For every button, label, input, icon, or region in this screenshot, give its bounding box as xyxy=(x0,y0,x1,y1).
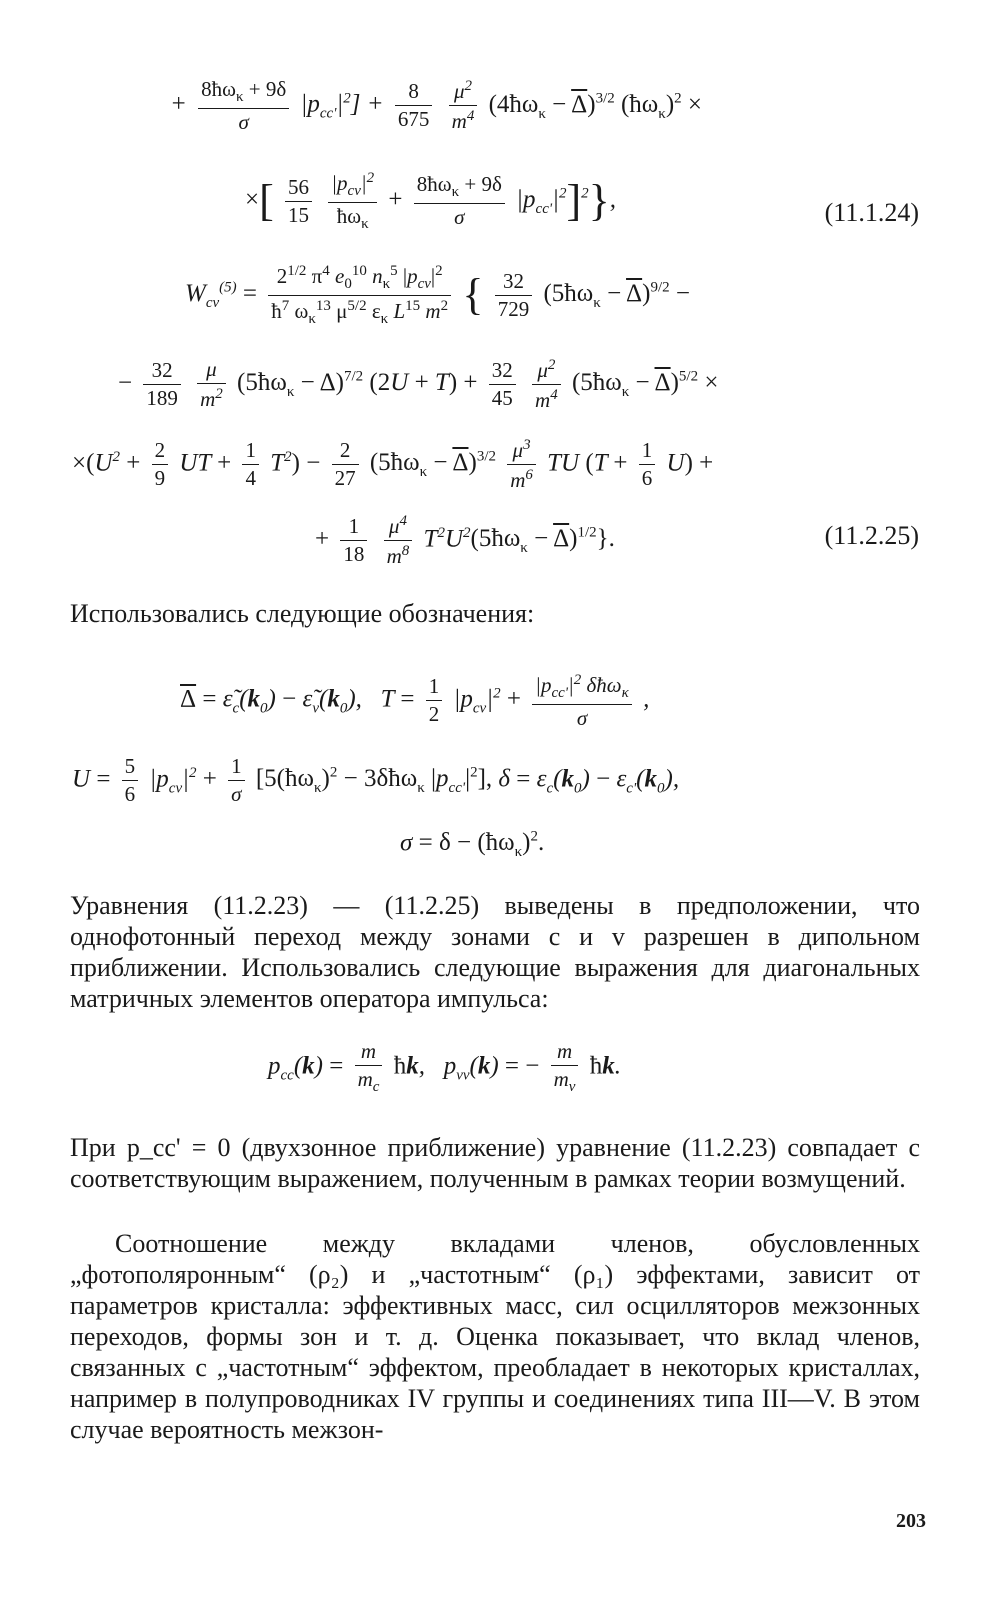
paragraph-contributions: Соотношение между вкладами членов, обусловленных „фотополяронным“ (ρ₂) и „частотным“ (ρ₁) эффектами, зависит от параметров кристалла: эффективных масс, сил осцилляторов межзонных переходов, формы зон и т. д. Оценка показывает, что вклад членов, связанных с „частотным“ эффектом, преобладает в некоторых кристаллах, например в полупроводниках IV группы и соединениях типа III—V. В этом случае вероятность межзон- xyxy=(70,1229,920,1444)
equation-number-11-1-24: (11.1.24) xyxy=(824,198,919,227)
formula-line-2: ×[ $\frac{56}{15}$ $\frac{|p_{cv}|^2}{ħ\omega_\kappa}$ + $\frac{8ħ\omega_\kappa + 9\delta}{\sigma}$ $|p_{cc'}|^2]^2$}, xyxy=(245,170,616,232)
formula-line-5: $\times(U^2$ + $\frac{2}{9}$ UT + $\frac{1}{4}$ $T^2$) − $\frac{2}{27}$ $(5ħ\omega_\kappa - \overline{\Delta})^{3/2}$ $\frac{\mu^3}{m^6}$ TU (T + $\frac{1}{6}$ U) + xyxy=(72,437,714,493)
formula-line-1: + $\frac{8ħ\omega_\kappa + 9\delta}{\sigma}$ $|p_{cc'}|^2$] + $\frac{8}{675}$ $\frac{\mu^2}{m^4}$ $(4ħ\omega_\kappa - \overline{\Delta})^{3/2}$ $(ħ\omega_\kappa)^2$ × xyxy=(170,77,703,134)
equation-number-11-2-25: (11.2.25) xyxy=(824,521,919,550)
definition-U-delta: U = $\frac{5}{6}$ $|p_{cv}|^2$ + $\frac{1}{\sigma}$ [$5(ħ\omega_\kappa)^2$ − 3δħω$_\kappa$ $|p_{cc'}|^2$], $\delta = \varepsilon_c(k_0) - \varepsilon_{c'}(k_0)$, xyxy=(72,754,680,807)
definition-delta-T: $\overline{\Delta}$ = $\varepsiloñ_c(k_0)$ − $\varepsiloñ_v(k_0)$, T = $\frac{1}{2}$ $|p_{cv}|^2$ + $\frac{|p_{cc'}|^2 \delta ħ\omega_\kappa}{\sigma}$ , xyxy=(180,672,650,730)
formula-line-6: + $\frac{1}{18}$ $\frac{\mu^4}{m^8}$ $T^2U^2(5ħ\omega_\kappa - \overline{\Delta})^{1/2}$}. xyxy=(315,513,615,569)
page-number: 203 xyxy=(896,1510,926,1532)
definition-sigma: $\sigma = \delta - (ħ\omega_\kappa)^2$. xyxy=(400,829,545,861)
paragraph-two-band: При p_cc' = 0 (двухзонное приближение) уравнение (11.2.23) совпадает с соответствующим выражением, полученным в рамках теории возмущений. xyxy=(70,1133,920,1193)
notation-intro: Использовались следующие обозначения: xyxy=(70,599,535,628)
formula-momentum: $p_{cc}(k)$ = $\frac{m}{m_c}$ ħk, $p_{vv}(k)$ = − $\frac{m}{m_v}$ ħk. xyxy=(268,1039,621,1096)
formula-line-3: $W_{cv}^{(5)}$ = $\frac{2^{1/2} \pi^4 e_0^{10} n_\kappa^5 |p_{cv}|^2}{ħ^7 \omega_\kappa^{13} \mu^{5/2} \varepsilon_\kappa L^{15} m^2}$ { $\frac{32}{729}$ $(5ħ\omega_\kappa - \overline{\Delta})^{9/2}$ − xyxy=(185,263,690,327)
paragraph-derivation: Уравнения (11.2.23) — (11.2.25) выведены в предположении, что однофотонный переход между зонами c и v разрешен в дипольном приближении. Использовались следующие выражения для диагональных матричных элементов оператора импульса: xyxy=(70,891,920,1013)
formula-line-4: − $\frac{32}{189}$ $\frac{\mu}{m^2}$ $(5ħ\omega_\kappa - \Delta)^{7/2}$ (2U + T) + $\frac{32}{45}$ $\frac{\mu^2}{m^4}$ $(5ħ\omega_\kappa - \overline{\Delta})^{5/2}$ × xyxy=(118,357,719,413)
